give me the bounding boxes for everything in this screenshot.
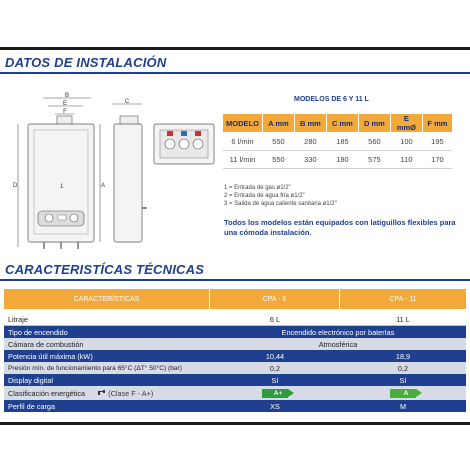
cpa6-value: XS <box>270 401 280 411</box>
table-cell: 11 l/min <box>223 151 263 169</box>
technical-rule <box>0 279 470 281</box>
energy-class-range: (Clase F - A+) <box>108 389 154 398</box>
table-row <box>4 314 466 326</box>
technical-title: CARACTERISTÍCAS TÉCNICAS <box>5 262 205 277</box>
table-cell: 6 l/min <box>223 133 263 151</box>
shared-value: Atmosférica <box>318 339 358 349</box>
models-table <box>222 113 453 169</box>
col-header: A mm <box>262 114 294 133</box>
header-cpa6: CPA - 6 <box>210 289 340 309</box>
heater-bottom-diagram <box>152 122 216 166</box>
table-cell: 575 <box>358 151 390 169</box>
table-row <box>4 350 466 362</box>
label-e: E <box>62 101 68 107</box>
row-label: Display digital <box>8 375 54 385</box>
table-cell: 185 <box>326 133 358 151</box>
table-cell: 195 <box>422 133 452 151</box>
models-title: MODELOS DE 6 Y 11 L <box>294 96 369 103</box>
row-label <box>4 388 210 398</box>
table-cell: 550 <box>262 133 294 151</box>
row-label: Perfil de carga <box>8 401 56 411</box>
bottom-bar <box>0 422 470 425</box>
table-row <box>4 362 466 374</box>
table-row <box>4 386 466 400</box>
energy-badge-text: A+ <box>273 390 283 397</box>
header-cpa11: CPA - 11 <box>340 289 466 309</box>
cpa11-value: 0,2 <box>397 363 409 373</box>
row-label: Tipo de encendido <box>8 327 68 337</box>
col-header: F mm <box>422 114 452 133</box>
label-a: A <box>101 183 106 189</box>
label-d: D <box>13 183 18 189</box>
col-header: E mmØ <box>390 114 422 133</box>
header-characteristics: CARACTERÍSTICAS <box>4 289 210 309</box>
table-cell: 560 <box>358 133 390 151</box>
table-row <box>4 374 466 386</box>
cpa6-value: 0,2 <box>269 363 281 373</box>
col-header: MODELO <box>223 114 263 133</box>
installation-title: DATOS DE INSTALACIÓN <box>5 55 167 70</box>
table-cell: 100 <box>390 133 422 151</box>
row-label: Litraje <box>8 315 28 324</box>
col-header: B mm <box>294 114 326 133</box>
table-row <box>4 338 466 350</box>
table-row <box>223 133 453 151</box>
table-row <box>223 151 453 169</box>
label-one: 1 <box>60 184 64 190</box>
col-header: C mm <box>326 114 358 133</box>
cpa6-value: Sí <box>271 375 279 385</box>
cpa11-value: M <box>399 401 407 411</box>
energy-badge-a <box>390 389 416 398</box>
table-cell: 170 <box>422 151 452 169</box>
cpa11-value: Sí <box>399 375 407 385</box>
installation-rule <box>0 72 470 74</box>
cpa6-value <box>210 388 340 398</box>
characteristics-table <box>4 314 466 412</box>
label-f: F <box>63 109 67 115</box>
table-cell: 180 <box>326 151 358 169</box>
cpa6-value: 10,44 <box>265 351 285 361</box>
legend-item: 2 = Entrada de agua fría ø1/2" <box>224 193 305 199</box>
top-bar <box>0 47 470 50</box>
heater-side-diagram <box>106 98 150 248</box>
legend-item: 3 = Salida de agua caliente sanitaria ø1/2" <box>224 201 337 207</box>
row-label: Cámara de combustión <box>8 339 84 349</box>
heater-front-diagram <box>8 92 106 252</box>
shared-value: Encendido electrónico por baterías <box>281 327 395 337</box>
cpa11-value: 11 L <box>396 315 410 324</box>
table-cell: 550 <box>262 151 294 169</box>
label-c: C <box>124 99 130 105</box>
faucet-icon <box>97 389 108 398</box>
characteristics-header <box>4 289 466 309</box>
label-b: B <box>64 93 70 99</box>
cpa6-value: 6 L <box>269 315 281 324</box>
cpa11-value <box>340 388 466 398</box>
row-label: Presión mín. de funcionamiento para 65°C (ΔT° 50°C) (bar) <box>8 364 182 372</box>
table-row <box>4 326 466 338</box>
legend-item: 1 = Entrada de gas ø1/2" <box>224 185 291 191</box>
table-cell: 110 <box>390 151 422 169</box>
table-cell: 330 <box>294 151 326 169</box>
connection-legend <box>224 184 337 208</box>
cpa11-value: 18,9 <box>395 351 411 361</box>
installation-note: Todos los modelos están equipados con latiguillos flexibles para una cómoda instalación. <box>224 218 456 237</box>
energy-badge-a-plus <box>262 389 288 398</box>
table-row <box>4 400 466 412</box>
energy-label: Clasificación energética <box>8 389 86 398</box>
row-label: Potencia útil máxima (kW) <box>8 351 93 361</box>
table-cell: 280 <box>294 133 326 151</box>
col-header: D mm <box>358 114 390 133</box>
energy-badge-text: A <box>403 390 409 397</box>
